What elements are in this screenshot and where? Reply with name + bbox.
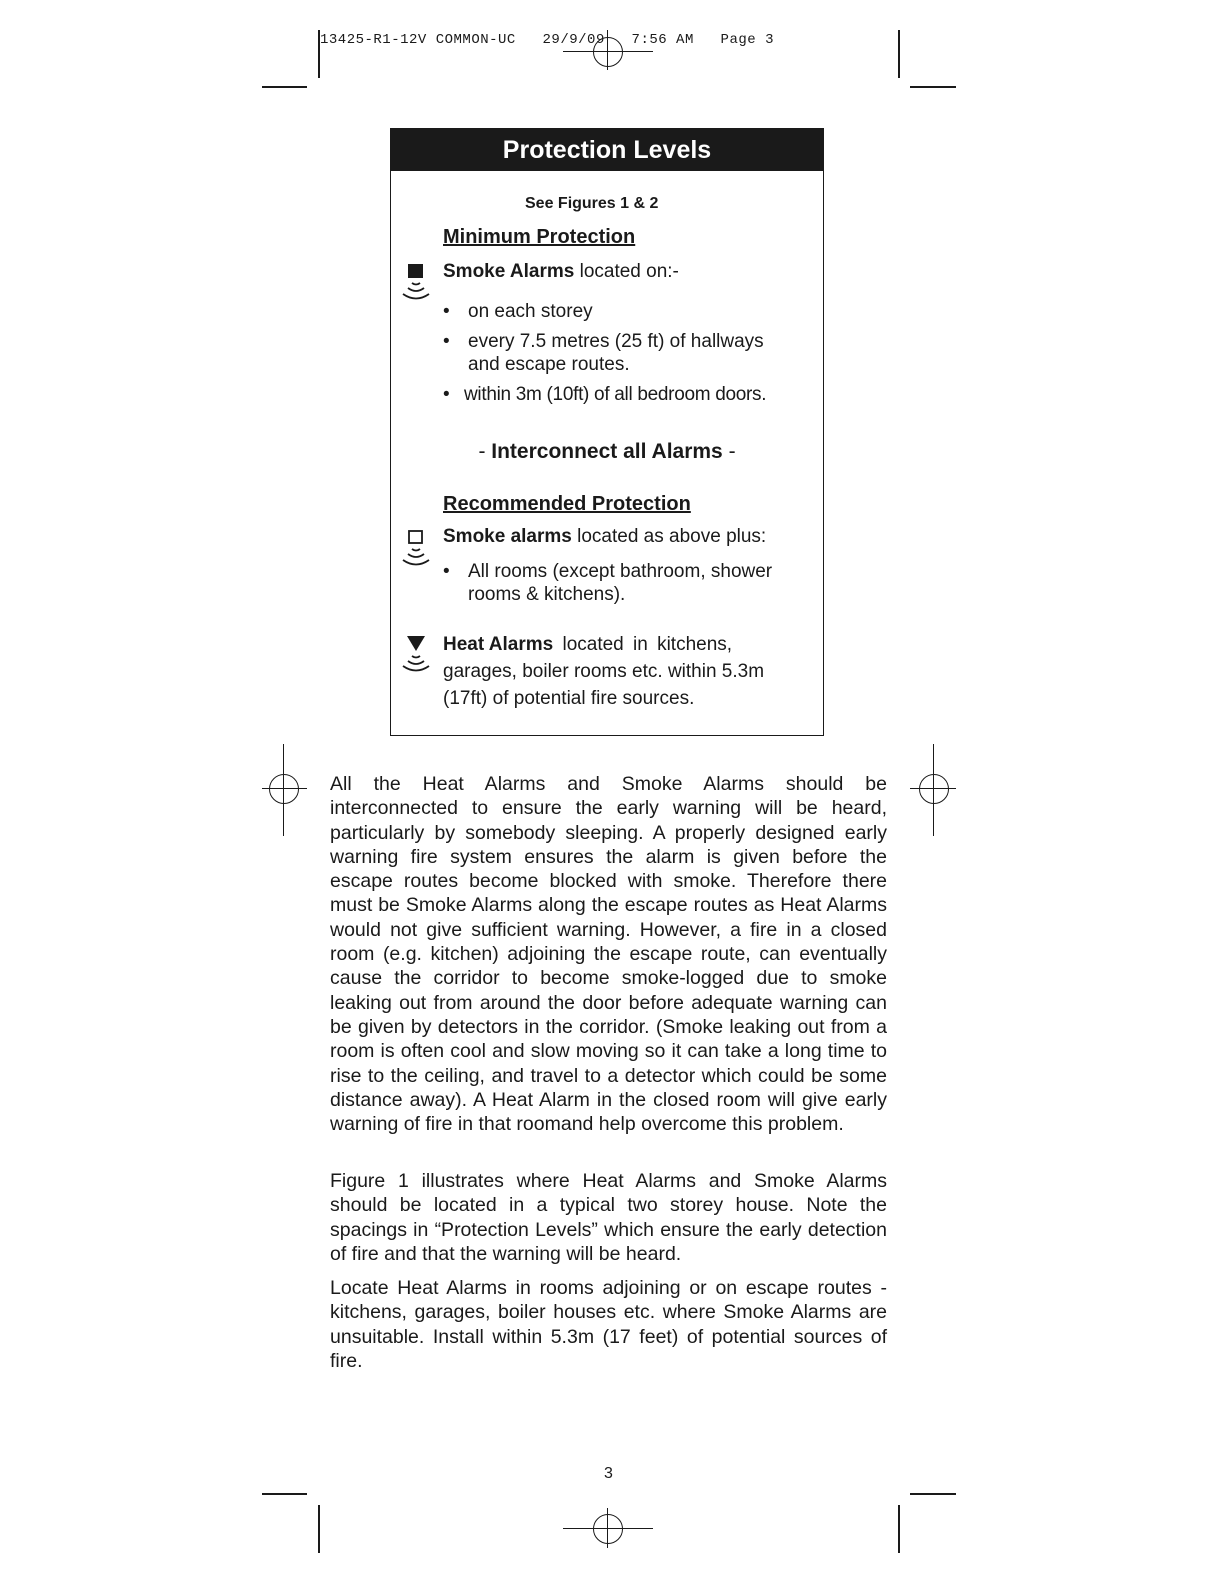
smoke-alarms-bold: Smoke Alarms — [443, 261, 575, 282]
interconnect-prefix: - — [478, 440, 492, 463]
bullet-icon: • — [443, 561, 450, 582]
bullet-text: and escape routes. — [468, 354, 630, 375]
paragraph-interconnection: All the Heat Alarms and Smoke Alarms should be interconnected to ensure the early warning will be heard, particularly by somebody sleeping. A properly designed early warning fire system ensures the alarm is given before the escape routes become blocked with smoke. Therefore there must be Smoke Alarms along the escape routes as Heat Alarms would not give sufficient warning. However, a fire in a closed room (e.g. kitchen) adjoining the escape route, can eventually cause the corridor to become smoke-logged due to smoke leaking out from around the door before adequate warning can be given by detectors in the corridor. (Smoke leaking out from a room is often cool and slow moving so it can take a long time to rise to the ceiling, and travel to a detector which could be some distance away). A Heat Alarm in the closed room will give early warning of fire in that roomand help overcome this problem. — [330, 773, 887, 1136]
crop-mark — [262, 86, 307, 88]
bullet-text: rooms & kitchens). — [468, 584, 626, 605]
page-number: 3 — [604, 1465, 613, 1482]
smoke-alarms-rest: located on:- — [574, 261, 679, 282]
minimum-protection-heading: Minimum Protection — [443, 226, 636, 248]
heat-alarms-bold: Heat Alarms — [443, 634, 554, 655]
crop-mark — [898, 1505, 900, 1553]
heat-alarms-text — [443, 631, 764, 712]
bullet-icon: • — [443, 331, 450, 352]
heat-line-text: located in kitchens, — [553, 634, 733, 655]
paragraph-figure-1: Figure 1 illustrates where Heat Alarms and Smoke Alarms should be located in a typical two storey house. Note the spacings in “Protection Levels” which ensure the early detection of fire and that the warning will be heard. — [330, 1170, 887, 1265]
registration-mark-icon — [607, 1508, 608, 1548]
smoke-alarms-bold: Smoke alarms — [443, 526, 572, 547]
interconnect-text: Interconnect all Alarms — [491, 440, 723, 463]
box-title: Protection Levels — [391, 129, 823, 171]
bullet-text: on each storey — [468, 301, 593, 322]
heat-line: garages, boiler rooms etc. within 5.3m — [443, 661, 765, 682]
bullet-text: All rooms (except bathroom, shower — [468, 561, 773, 582]
crop-mark — [898, 30, 900, 78]
bullet-text: every 7.5 metres (25 ft) of hallways — [468, 331, 764, 352]
smoke-alarms-rest: located as above plus: — [571, 526, 767, 547]
heat-line: (17ft) of potential fire sources. — [443, 688, 695, 709]
interconnect-suffix: - — [722, 440, 736, 463]
protection-levels-box — [390, 128, 824, 736]
interconnect-note — [391, 440, 823, 464]
crop-mark — [262, 1493, 307, 1495]
smoke-alarm-filled-square-icon — [399, 263, 433, 307]
smoke-alarm-outline-square-icon — [399, 529, 433, 573]
bullet-icon: • — [443, 384, 450, 405]
crop-mark — [910, 86, 956, 88]
crop-mark — [910, 1493, 956, 1495]
registration-mark-icon — [283, 744, 284, 836]
registration-mark-icon — [933, 744, 934, 836]
registration-mark-icon — [262, 788, 307, 789]
recommended-protection-heading: Recommended Protection — [443, 493, 691, 515]
see-figures-note: See Figures 1 & 2 — [525, 195, 659, 212]
minimum-smoke-line — [443, 261, 679, 283]
print-slug: 13425-R1-12V COMMON-UC 29/9/09 7:56 AM Page 3 — [320, 32, 774, 48]
paragraph-heat-alarm-location: Locate Heat Alarms in rooms adjoining or on escape routes - kitchens, garages, boiler houses etc. where Smoke Alarms are unsuitable. Install within 5.3m (17 feet) of potential sources of fire. — [330, 1277, 887, 1372]
crop-mark — [318, 1505, 320, 1553]
bullet-text: within 3m (10ft) of all bedroom doors. — [464, 384, 767, 405]
heat-line — [443, 631, 764, 658]
bullet-icon: • — [443, 301, 450, 322]
heat-alarm-triangle-icon — [399, 634, 433, 678]
recommended-smoke-line — [443, 526, 766, 548]
